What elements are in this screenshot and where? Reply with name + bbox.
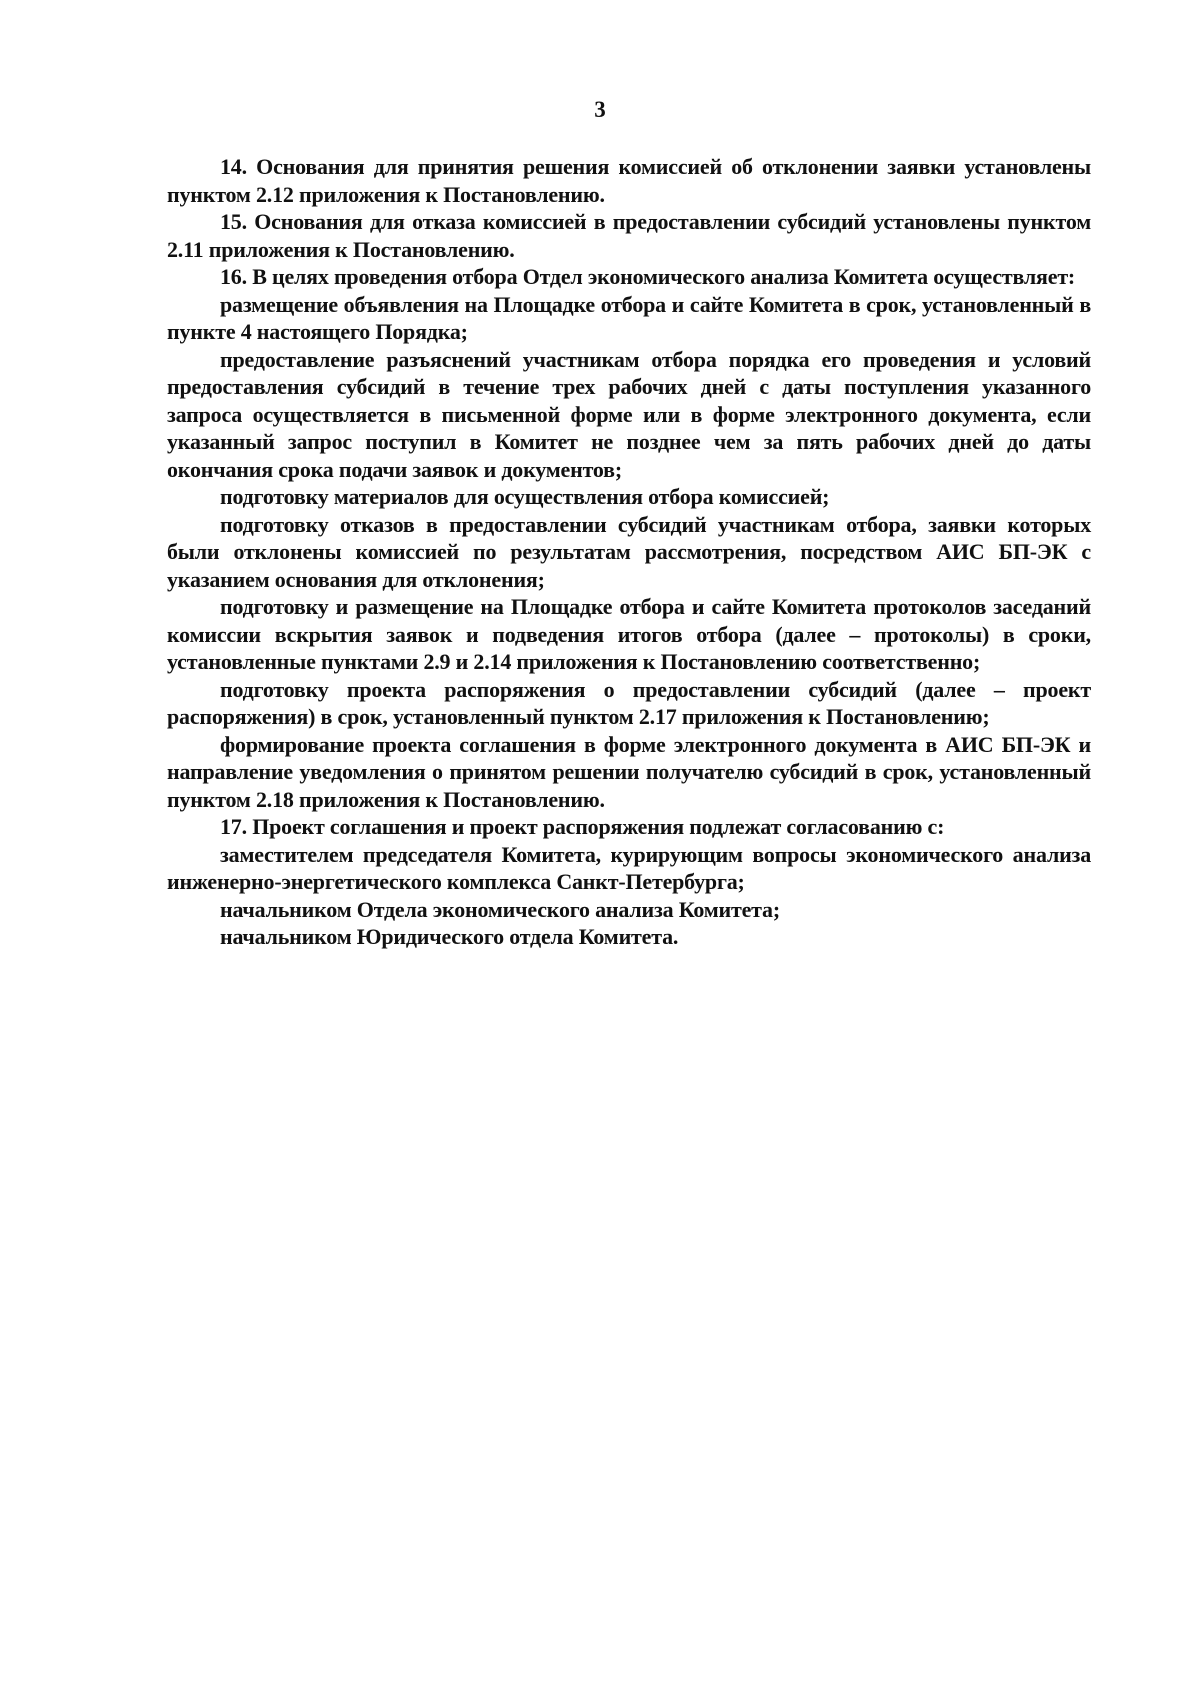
paragraph-15: 15. Основания для отказа комиссией в предоставлении субсидий установлены пунктом 2.11 приложения к Постановлению. — [167, 209, 1091, 262]
paragraph-17-approver-deputy: заместителем председателя Комитета, курирующим вопросы экономического анализа инженерно-энергетического комплекса Санкт-Петербурга; — [167, 841, 1091, 894]
paragraph-17-approver-legal-head: начальником Юридического отдела Комитета. — [220, 924, 679, 949]
paragraph-16-item-refusals: подготовку отказов в предоставлении субсидий участникам отбора, заявки которых были отклонены комиссией по результатам рассмотрения, посредством АИС БП-ЭК с указанием основания для отклонения; — [167, 511, 1091, 592]
paragraph-16-item-announcement: размещение объявления на Площадке отбора и сайте Комитета в срок, установленный в пункте 4 настоящего Порядка; — [167, 291, 1091, 344]
paragraph-16: 16. В целях проведения отбора Отдел экономического анализа Комитета осуществляет: — [220, 264, 1076, 289]
paragraph-16-item-materials: подготовку материалов для осуществления отбора комиссией; — [220, 484, 830, 509]
paragraph-17: 17. Проект соглашения и проект распоряжения подлежат согласованию с: — [220, 814, 945, 839]
page-number: 3 — [594, 97, 606, 122]
paragraph-16-item-protocols: подготовку и размещение на Площадке отбора и сайте Комитета протоколов заседаний комиссии вскрытия заявок и подведения итогов отбора (далее – протоколы) в сроки, установленные пунктами 2.9 и 2.14 приложения к Постановлению соответственно; — [167, 594, 1091, 674]
paragraph-17-approver-economic-head: начальником Отдела экономического анализа Комитета; — [220, 896, 780, 922]
paragraph-16-item-agreement: формирование проекта соглашения в форме электронного документа в АИС БП-ЭК и направление уведомления о принятом решении получателю субсидий в срок, установленный пунктом 2.18 приложения к Постановлению. — [167, 731, 1091, 812]
paragraph-16-item-clarifications: предоставление разъяснений участникам отбора порядка его проведения и условий предоставления субсидий в течение трех рабочих дней с даты поступления указанного запроса осуществляется в письменной форме или в форме электронного документа, если указанный запрос поступил в Комитет не позднее чем за пять рабочих дней до даты окончания срока подачи заявок и документов; — [167, 346, 1091, 482]
document-body — [167, 153, 1091, 951]
paragraph-16-item-draft-order: подготовку проекта распоряжения о предоставлении субсидий (далее – проект распоряжения) в срок, установленный пунктом 2.17 приложения к Постановлению; — [167, 676, 1091, 729]
paragraph-14: 14. Основания для принятия решения комиссией об отклонении заявки установлены пунктом 2.12 приложения к Постановлению. — [167, 154, 1091, 207]
